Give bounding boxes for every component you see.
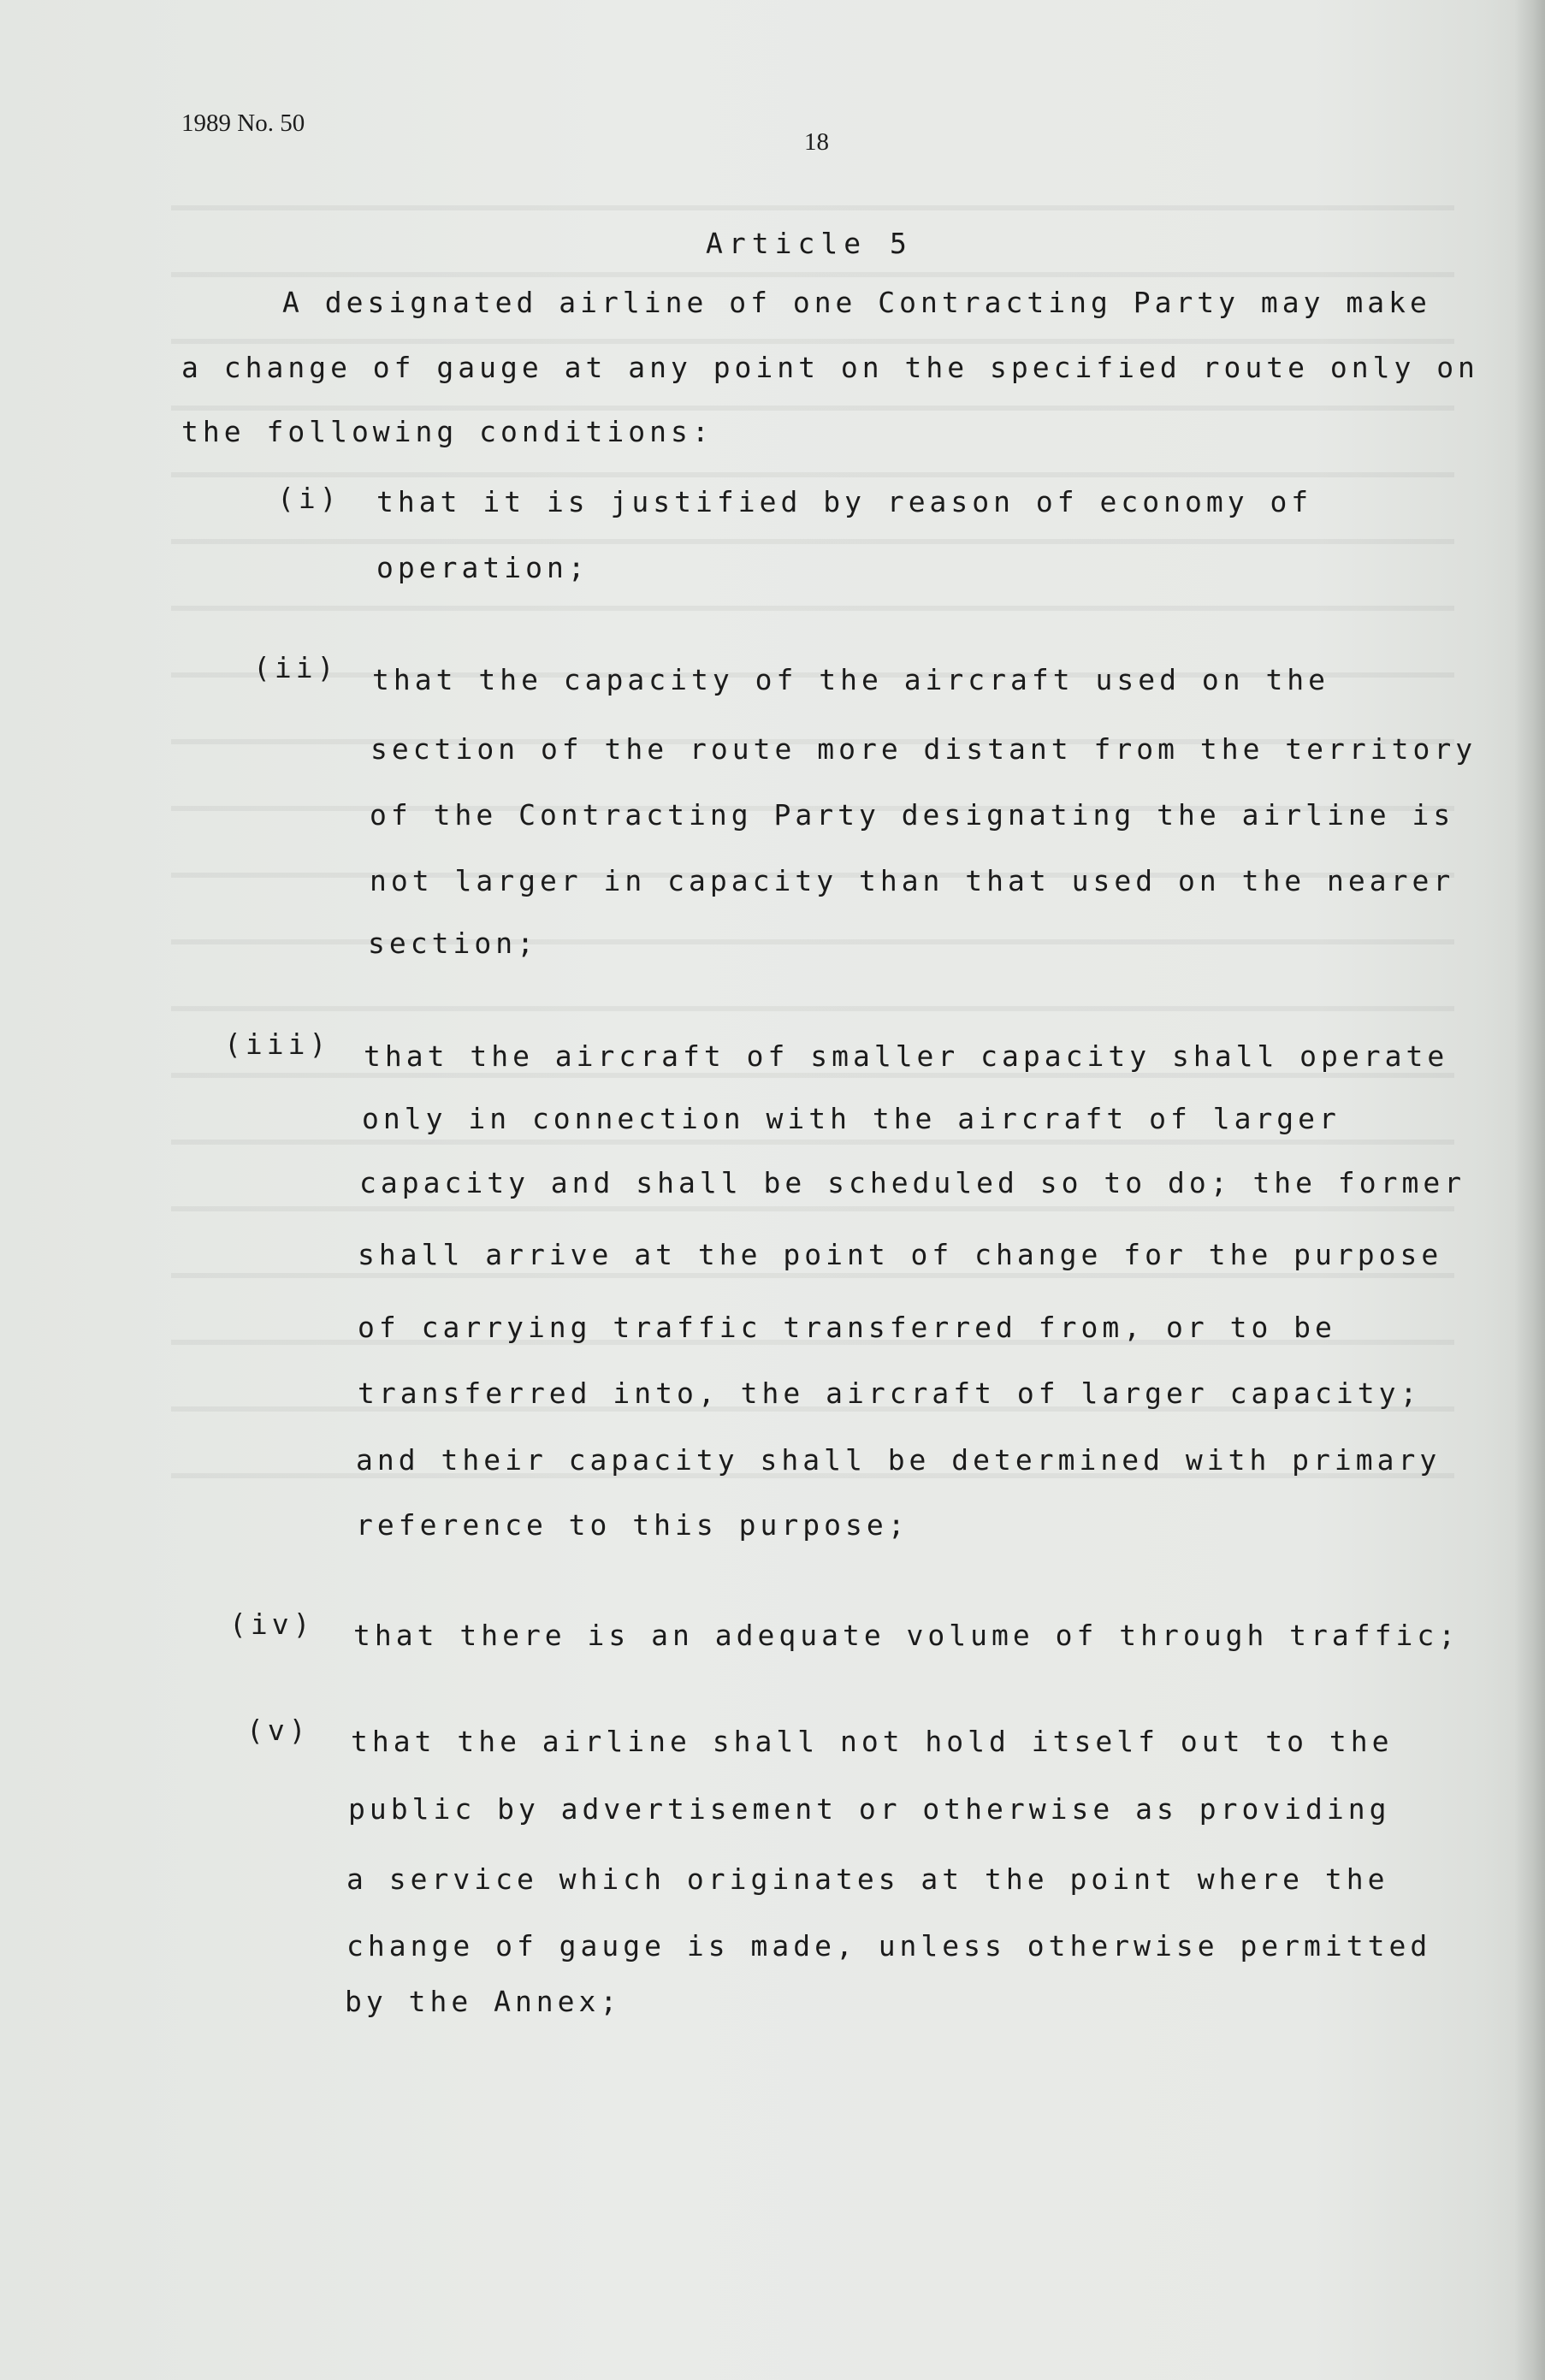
condition-line: by the Annex; — [345, 1985, 622, 2018]
condition-line: only in connection with the aircraft of larger — [362, 1102, 1341, 1135]
condition-line: that there is an adequate volume of through traffic; — [353, 1619, 1460, 1652]
intro-line: A designated airline of one Contracting Party may make — [282, 286, 1431, 319]
condition-line: and their capacity shall be determined with primary — [356, 1443, 1441, 1477]
condition-line: that the aircraft of smaller capacity shall operate — [364, 1039, 1449, 1073]
intro-line: a change of gauge at any point on the specified route only on — [181, 351, 1479, 384]
condition-line: a service which originates at the point where the — [346, 1862, 1389, 1896]
condition-label: (i) — [277, 482, 341, 515]
page-number: 18 — [804, 128, 829, 156]
condition-line: operation; — [376, 551, 589, 584]
condition-label: (ii) — [253, 651, 339, 684]
condition-line: shall arrive at the point of change for the purpose — [358, 1238, 1443, 1271]
page-edge-shadow — [1514, 0, 1545, 2380]
condition-line: reference to this purpose; — [356, 1508, 909, 1542]
condition-line: that the airline shall not hold itself out to the — [351, 1725, 1394, 1758]
condition-label: (v) — [246, 1714, 311, 1747]
condition-label: (iv) — [229, 1607, 315, 1641]
condition-line: change of gauge is made, unless otherwise permitted — [346, 1929, 1432, 1963]
condition-line: section; — [368, 927, 538, 960]
condition-line: of carrying traffic transferred from, or to be — [358, 1311, 1336, 1344]
condition-line: not larger in capacity than that used on the nearer — [370, 864, 1455, 897]
condition-line: transferred into, the aircraft of larger capacity; — [358, 1376, 1422, 1410]
condition-line: public by advertisement or otherwise as providing — [348, 1792, 1391, 1826]
statute-reference: 1989 No. 50 — [181, 110, 305, 137]
condition-line: section of the route more distant from the territory — [370, 732, 1477, 766]
condition-label: (iii) — [224, 1027, 331, 1061]
article-title: Article 5 — [706, 227, 913, 260]
condition-line: that the capacity of the aircraft used on the — [372, 663, 1330, 696]
condition-line: that it is justified by reason of economy of — [376, 485, 1313, 518]
condition-line: capacity and shall be scheduled so to do; the former — [359, 1166, 1466, 1199]
intro-line: the following conditions: — [181, 415, 713, 448]
condition-line: of the Contracting Party designating the airline is — [370, 798, 1455, 832]
